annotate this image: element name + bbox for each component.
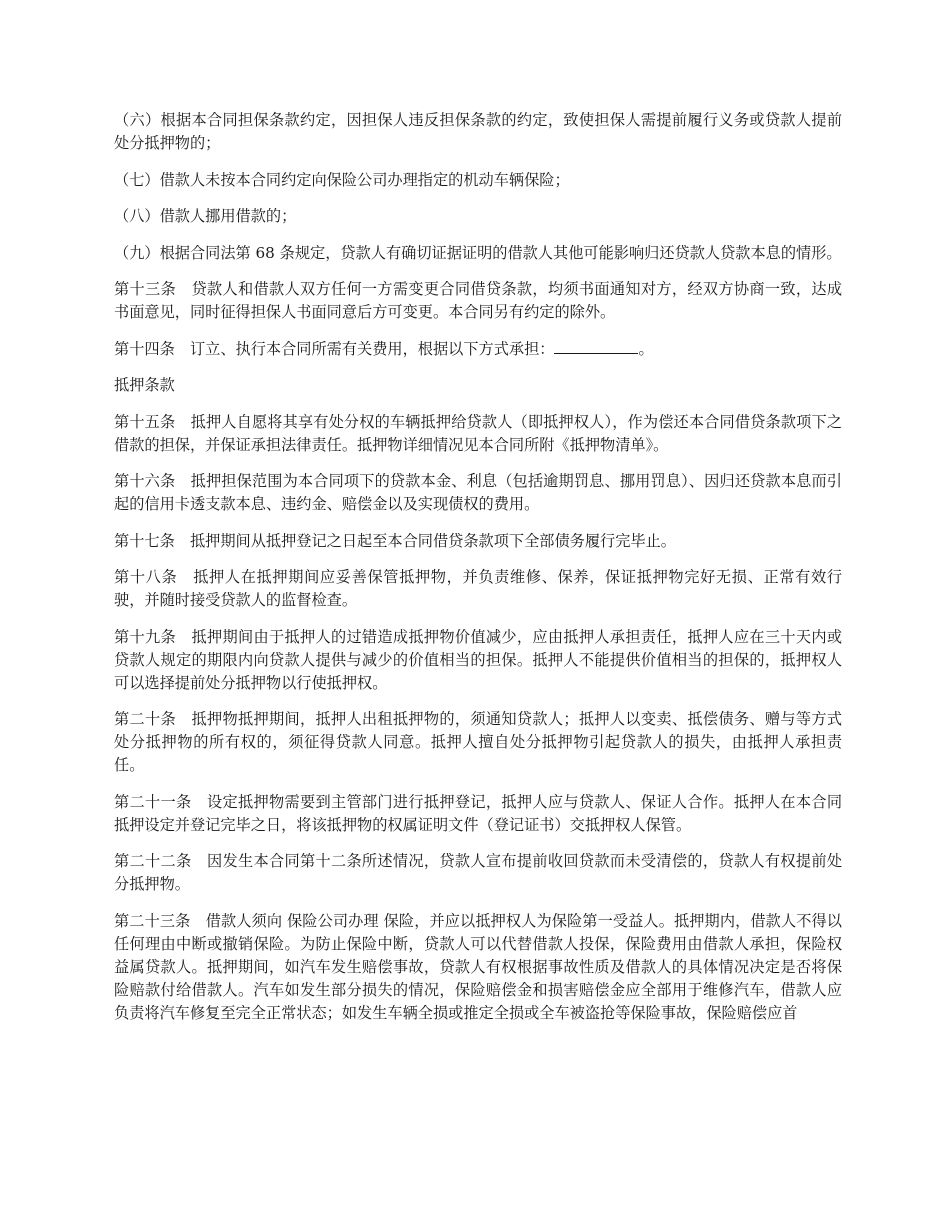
article-14 (114, 338, 842, 361)
article-14-end: 。 (638, 339, 654, 358)
article-13: 第十三条 贷款人和借款人双方任何一方需变更合同借贷条款，均须书面通知对方，经双方协商一致，达成书面意见，同时征得担保人书面同意后方可变更。本合同另有约定的除外。 (114, 280, 842, 321)
article-19: 第十九条 抵押期间由于抵押人的过错造成抵押物价值减少，应由抵押人承担责任，抵押人应在三十天内或贷款人规定的期限内向贷款人提供与减少的价值相当的担保。抵押人不能提供价值相当的担保的，抵押权人可以选择提前处分抵押物以行使抵押权。 (114, 627, 842, 692)
section-title: 抵押条款 (114, 376, 175, 394)
clause-7: （七）借款人未按本合同约定向保险公司办理指定的机动车辆保险； (114, 170, 570, 189)
article-22: 第二十二条 因发生本合同第十二条所述情况，贷款人宣布提前收回贷款而未受清偿的，贷款人有权提前处分抵押物。 (114, 852, 842, 893)
clause-9: （九）根据合同法第 68 条规定，贷款人有确切证据证明的借款人其他可能影响归还贷款人贷款本息的情形。 (114, 243, 842, 262)
article-17: 第十七条 抵押期间从抵押登记之日起至本合同借贷条款项下全部债务履行完毕止。 (114, 531, 676, 550)
document-page (114, 109, 842, 1038)
article-18: 第十八条 抵押人在抵押期间应妥善保管抵押物，并负责维修、保养，保证抵押物完好无损、正常有效行驶，并随时接受贷款人的监督检查。 (114, 568, 842, 609)
article-15: 第十五条 抵押人自愿将其享有处分权的车辆抵押给贷款人（即抵押权人），作为偿还本合同借贷条款项下之借款的担保，并保证承担法律责任。抵押物详细情况见本合同所附《抵押物清单》。 (114, 412, 842, 454)
clause-8: （八）借款人挪用借款的； (114, 207, 297, 225)
fee-blank-line (554, 338, 638, 354)
article-21: 第二十一条 设定抵押物需要到主管部门进行抵押登记，抵押人应与贷款人、保证人合作。抵押人在本合同抵押设定并登记完毕之日，将该抵押物的权属证明文件（登记证书）交抵押权人保管。 (114, 792, 842, 834)
article-14-text: 第十四条 订立、执行本合同所需有关费用，根据以下方式承担： (114, 339, 555, 358)
article-23: 第二十三条 借款人须向 保险公司办理 保险，并应以抵押权人为保险第一受益人。抵押期内，借款人不得以任何理由中断或撤销保险。为防止保险中断，贷款人可以代替借款人投保，保险费用由借款人承担，保险权益属贷款人。抵押期间，如汽车发生赔偿事故，贷款人有权根据事故性质及借款人的具体情况决定是否将保险赔款付给借款人。汽车如发生部分损失的情况，保险赔偿金和损害赔偿金应全部用于维修汽车，借款人应负责将汽车修复至完全正常状态；如发生车辆全损或推定全损或全车被盗抢等保险事故，保险赔偿应首 (114, 911, 842, 1022)
article-20: 第二十条 抵押物抵押期间，抵押人出租抵押物的，须通知贷款人；抵押人以变卖、抵偿债务、赠与等方式处分抵押物的所有权的，须征得贷款人同意。抵押人擅自处分抵押物引起贷款人的损失，由抵押人承担责任。 (114, 710, 842, 774)
article-16: 第十六条 抵押担保范围为本合同项下的贷款本金、利息（包括逾期罚息、挪用罚息）、因归还贷款本息而引起的信用卡透支款本息、违约金、赔偿金以及实现债权的费用。 (114, 472, 842, 513)
clause-6: （六）根据本合同担保条款约定，因担保人违反担保条款的约定，致使担保人需提前履行义务或贷款人提前处分抵押物的； (114, 111, 842, 152)
